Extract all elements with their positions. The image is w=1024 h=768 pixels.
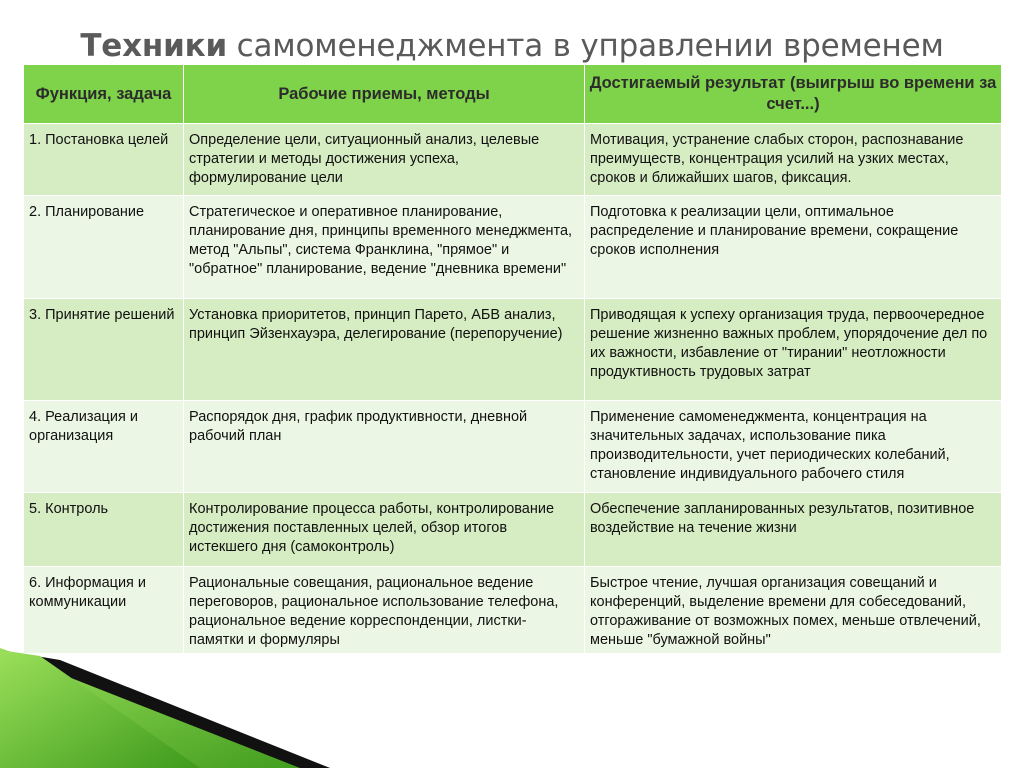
cell-result: Применение самоменеджмента, концентрация на значительных задачах, использование пика производительности, учет периодических колебаний, становление индивидуального рабочего стиля (585, 401, 1002, 493)
cell-function: 4. Реализация и организация (24, 401, 184, 493)
table-row (24, 401, 1002, 493)
cell-result: Приводящая к успеху организация труда, первоочередное решение жизненно важных проблем, упорядочение дел по их важности, избавление от "тирании" неотложности продуктивность трудовых затрат (585, 299, 1002, 401)
table-row (24, 299, 1002, 401)
table-row (24, 124, 1002, 196)
table-header-row (24, 65, 1002, 124)
slide-title-rest: самоменеджмента в управлении временем (227, 28, 944, 64)
slide-title (0, 28, 1024, 64)
techniques-table (23, 64, 1001, 654)
corner-decoration (0, 620, 330, 768)
cell-function: 2. Планирование (24, 196, 184, 299)
cell-methods: Стратегическое и оперативное планирование, планирование дня, принципы временного менеджмента, метод "Альпы", система Франклина, "прямое" и "обратное" планирование, ведение "дневника времени" (184, 196, 585, 299)
cell-function: 5. Контроль (24, 493, 184, 567)
slide-title-bold: Техники (80, 28, 228, 64)
cell-methods: Контролирование процесса работы, контролирование достижения поставленных целей, обзор итогов истекшего дня (самоконтроль) (184, 493, 585, 567)
header-result: Достигаемый результат (выигрыш во времени за счет...) (585, 65, 1002, 124)
table-row (24, 493, 1002, 567)
cell-function: 6. Информация и коммуникации (24, 567, 184, 654)
header-methods: Рабочие приемы, методы (184, 65, 585, 124)
cell-methods: Установка приоритетов, принцип Парето, АБВ анализ, принцип Эйзенхауэра, делегирование (перепоручение) (184, 299, 585, 401)
cell-result: Быстрое чтение, лучшая организация совещаний и конференций, выделение времени для собеседований, отгораживание от возможных помех, меньше отвлечений, меньше "бумажной войны" (585, 567, 1002, 654)
cell-methods: Рациональные совещания, рациональное ведение переговоров, рациональное использование телефона, рациональное ведение корреспонденции, листки-памятки и формуляры (184, 567, 585, 654)
cell-methods: Определение цели, ситуационный анализ, целевые стратегии и методы достижения успеха, формулирование цели (184, 124, 585, 196)
cell-function: 3. Принятие решений (24, 299, 184, 401)
cell-result: Обеспечение запланированных результатов, позитивное воздействие на течение жизни (585, 493, 1002, 567)
cell-result: Подготовка к реализации цели, оптимальное распределение и планирование времени, сокращение сроков исполнения (585, 196, 1002, 299)
cell-result: Мотивация, устранение слабых сторон, распознавание преимуществ, концентрация усилий на узких местах, сроков и ближайших шагов, фиксация. (585, 124, 1002, 196)
cell-methods: Распорядок дня, график продуктивности, дневной рабочий план (184, 401, 585, 493)
header-function: Функция, задача (24, 65, 184, 124)
table-row (24, 196, 1002, 299)
cell-function: 1. Постановка целей (24, 124, 184, 196)
